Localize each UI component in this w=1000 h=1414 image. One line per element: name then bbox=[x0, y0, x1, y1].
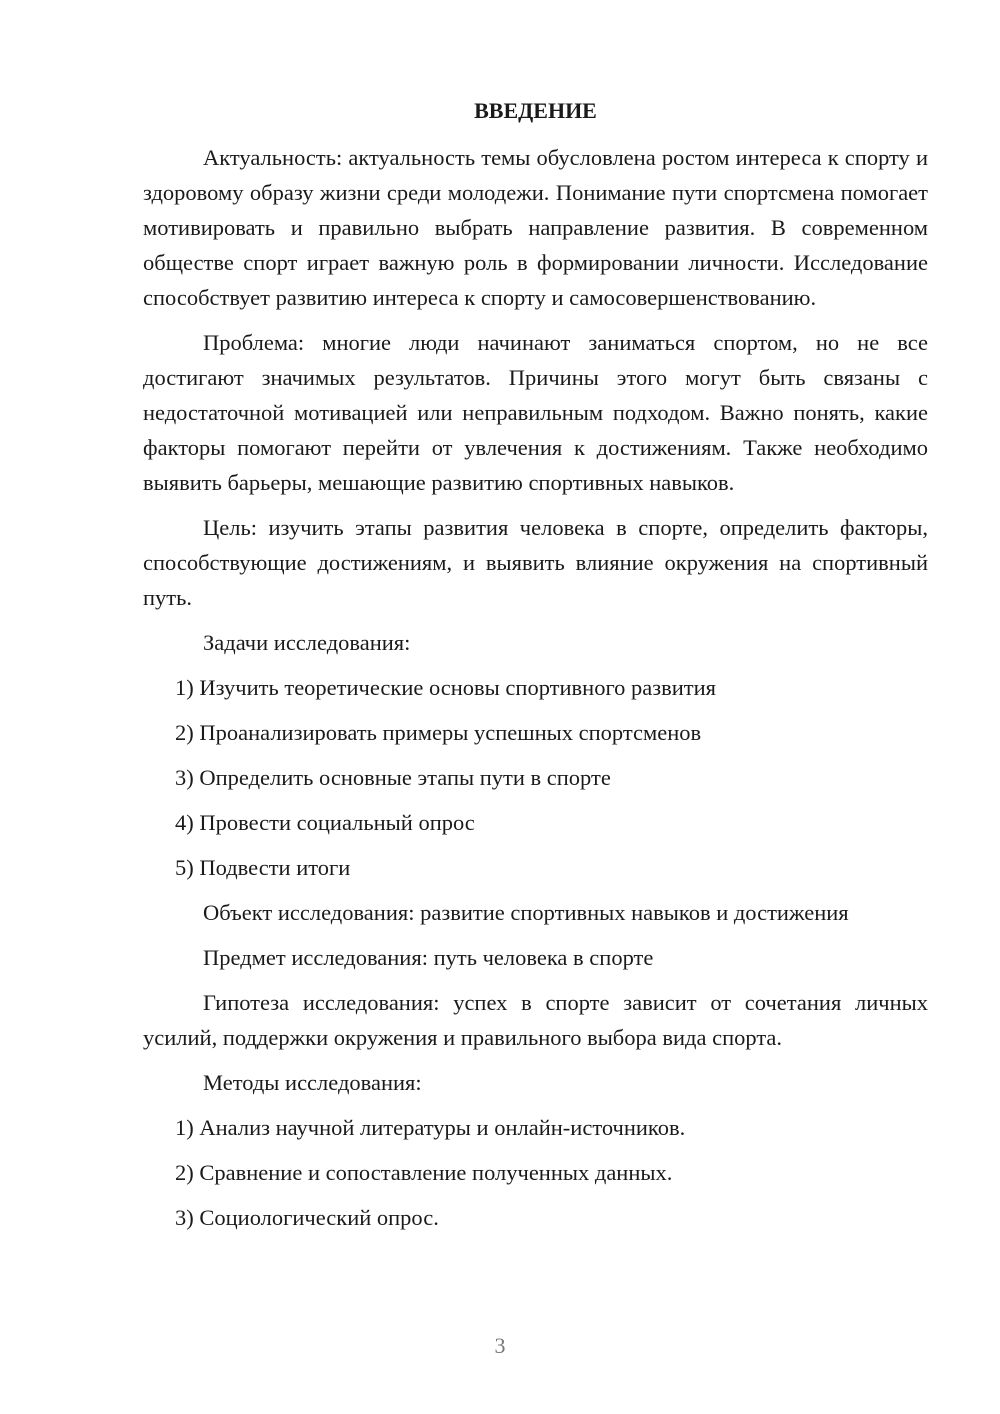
list-item: 5) Подвести итоги bbox=[175, 855, 351, 880]
methods-list bbox=[143, 1110, 928, 1235]
tasks-list bbox=[143, 670, 928, 885]
list-item: 2) Проанализировать примеры успешных спортсменов bbox=[175, 720, 702, 745]
list-item: 1) Изучить теоретические основы спортивного развития bbox=[175, 675, 716, 700]
document-page bbox=[143, 96, 928, 1245]
list-item: 2) Сравнение и сопоставление полученных данных. bbox=[175, 1160, 673, 1185]
problem-paragraph: Проблема: многие люди начинают заниматься спортом, но не все достигают значимых результатов. Причины этого могут быть связаны с недостаточной мотивацией или неправильным подходом. Важно понять, какие факторы помогают перейти от увлечения к достижениям. Также необходимо выявить барьеры, мешающие развитию спортивных навыков. bbox=[143, 330, 928, 495]
list-item: 1) Анализ научной литературы и онлайн-источников. bbox=[175, 1115, 686, 1140]
goal-paragraph: Цель: изучить этапы развития человека в спорте, определить факторы, способствующие достижениям, и выявить влияние окружения на спортивный путь. bbox=[143, 515, 928, 610]
list-item: 4) Провести социальный опрос bbox=[175, 810, 475, 835]
relevance-paragraph: Актуальность: актуальность темы обусловлена ростом интереса к спорту и здоровому образу жизни среди молодежи. Понимание пути спортсмена помогает мотивировать и правильно выбрать направление развития. В современном обществе спорт играет важную роль в формировании личности. Исследование способствует развитию интереса к спорту и самосовершенствованию. bbox=[143, 145, 928, 310]
object-line: Объект исследования: развитие спортивных навыков и достижения bbox=[203, 900, 849, 925]
subject-line: Предмет исследования: путь человека в спорте bbox=[203, 945, 654, 970]
section-title: ВВЕДЕНИЕ bbox=[474, 98, 597, 123]
list-item: 3) Социологический опрос. bbox=[175, 1205, 439, 1230]
list-item: 3) Определить основные этапы пути в спорте bbox=[175, 765, 611, 790]
tasks-heading: Задачи исследования: bbox=[203, 630, 411, 655]
hypothesis-paragraph: Гипотеза исследования: успех в спорте зависит от сочетания личных усилий, поддержки окружения и правильного выбора вида спорта. bbox=[143, 990, 928, 1050]
methods-heading: Методы исследования: bbox=[203, 1070, 422, 1095]
page-number: 3 bbox=[494, 1333, 506, 1358]
